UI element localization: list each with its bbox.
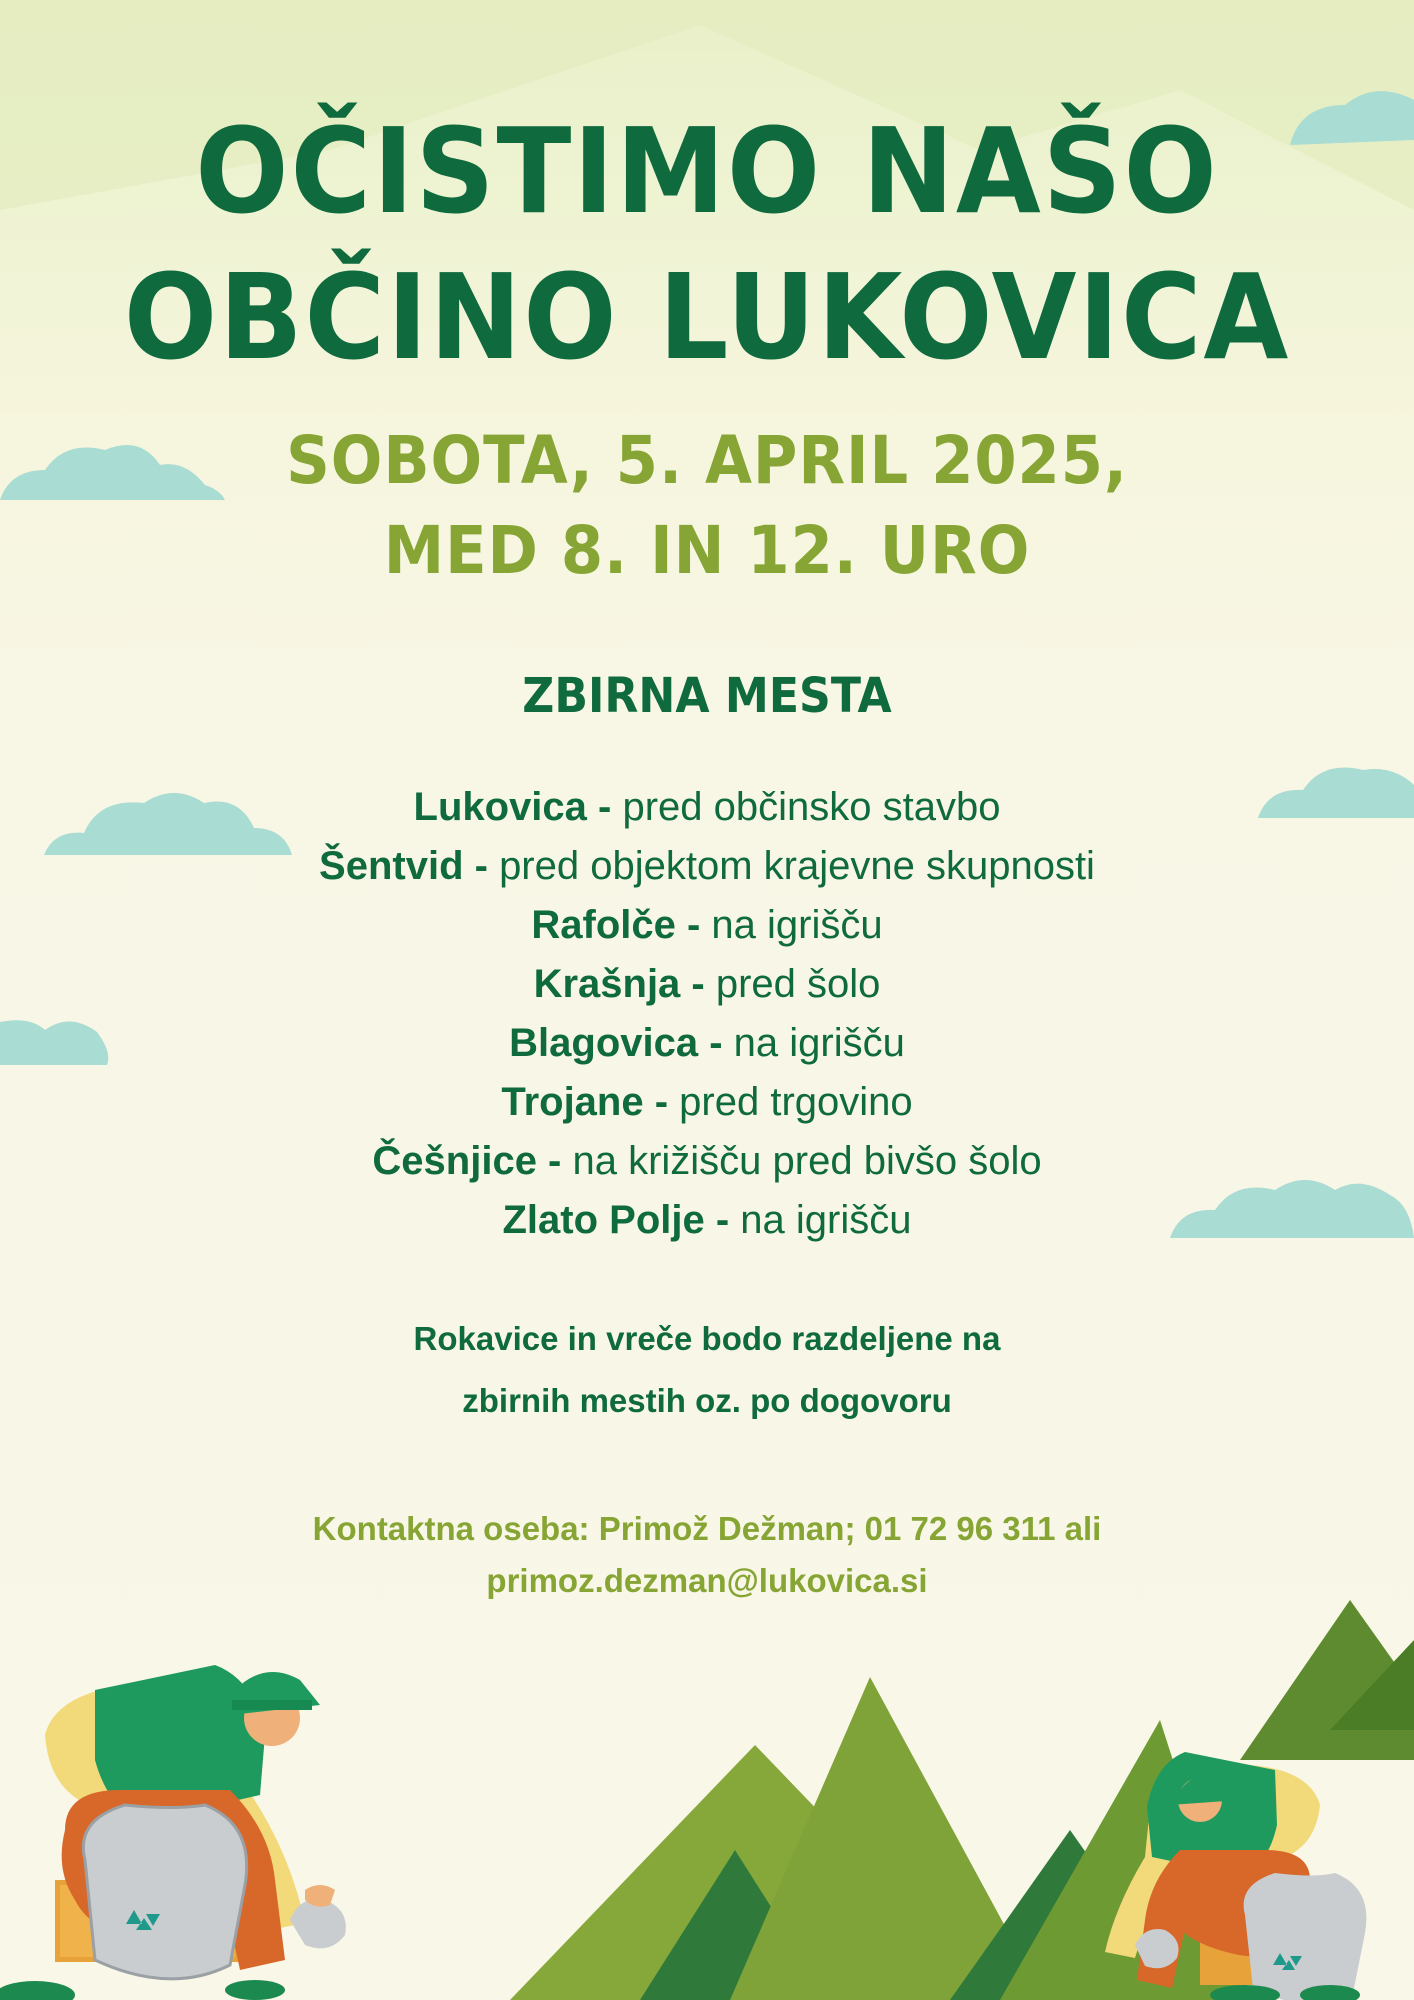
contact-email[interactable]: primoz.dezman@lukovica.si (486, 1562, 928, 1599)
location-description: na igrišču (740, 1198, 912, 1242)
location-name: Blagovica - (509, 1021, 734, 1065)
location-description: pred trgovino (679, 1080, 913, 1124)
collection-points-list (0, 778, 1414, 1250)
poster-title-line-1: OČISTIMO NAŠO (195, 102, 1219, 240)
list-item (0, 1191, 1414, 1250)
location-name: Rafolče - (531, 903, 712, 947)
location-description: pred občinsko stavbo (622, 785, 1001, 829)
list-item (0, 778, 1414, 837)
location-description: pred šolo (715, 962, 881, 1006)
location-description: na križišču pred bivšo šolo (572, 1139, 1042, 1183)
location-name: Šentvid - (319, 844, 500, 888)
location-name: Lukovica - (413, 785, 623, 829)
list-item (0, 837, 1414, 896)
location-name: Krašnja - (533, 962, 716, 1006)
poster-title-line-2: OBČINO LUKOVICA (123, 248, 1291, 386)
event-date-line-2: MED 8. IN 12. URO (383, 512, 1031, 589)
supplies-note-line-1: Rokavice in vreče bodo razdeljene na (413, 1320, 1001, 1357)
list-item (0, 896, 1414, 955)
location-name: Trojane - (501, 1080, 680, 1124)
supplies-note-line-2: zbirnih mestih oz. po dogovoru (462, 1382, 952, 1419)
list-item (0, 1073, 1414, 1132)
list-item (0, 955, 1414, 1014)
location-name: Češnjice - (372, 1139, 573, 1183)
worker-collecting-trash (0, 1665, 346, 2000)
list-item (0, 1014, 1414, 1073)
location-description: na igrišču (733, 1021, 905, 1065)
contact-line: Kontaktna oseba: Primož Dežman; 01 72 96 311 ali (312, 1510, 1102, 1547)
location-description: na igrišču (711, 903, 883, 947)
location-description: pred objektom krajevne skupnosti (499, 844, 1095, 888)
list-item (0, 1132, 1414, 1191)
section-title-collection-points: ZBIRNA MESTA (522, 668, 892, 724)
location-name: Zlato Polje - (502, 1198, 741, 1242)
event-date-line-1: SOBOTA, 5. APRIL 2025, (286, 422, 1128, 499)
